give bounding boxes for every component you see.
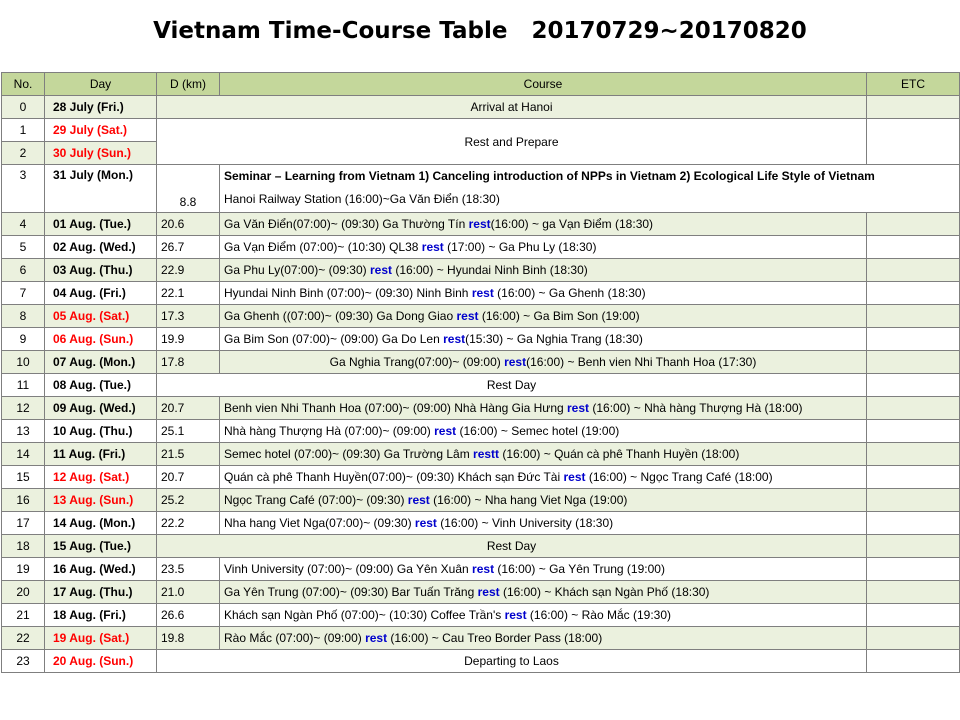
table-row	[2, 119, 960, 142]
row-course: Semec hotel (07:00)~ (09:30) Ga Trường Lâm restt (16:00) ~ Quán cà phê Thanh Huyền (18:00)	[220, 443, 867, 466]
row-distance: 21.0	[157, 581, 220, 604]
table-row	[2, 443, 960, 466]
row-day: 18 Aug. (Fri.)	[45, 604, 157, 627]
row-no: 5	[2, 236, 45, 259]
row-no: 9	[2, 328, 45, 351]
row-etc	[867, 328, 960, 351]
row-no: 3	[2, 165, 45, 213]
table-row	[2, 489, 960, 512]
row-day: 11 Aug. (Fri.)	[45, 443, 157, 466]
rest-label: rest	[472, 562, 495, 576]
row-etc	[867, 351, 960, 374]
rest-label: rest	[414, 516, 437, 530]
row-day: 02 Aug. (Wed.)	[45, 236, 157, 259]
row-day: 29 July (Sat.)	[45, 119, 157, 142]
table-row	[2, 558, 960, 581]
row-day: 03 Aug. (Thu.)	[45, 259, 157, 282]
table-row	[2, 165, 960, 213]
header-course: Course	[220, 73, 867, 96]
table-row	[2, 581, 960, 604]
row-etc	[867, 466, 960, 489]
row-course: Ga Văn Điển(07:00)~ (09:30) Ga Thường Tín rest(16:00) ~ ga Vạn Điểm (18:30)	[220, 213, 867, 236]
row-day: 19 Aug. (Sat.)	[45, 627, 157, 650]
row-distance: 23.5	[157, 558, 220, 581]
row-course: Benh vien Nhi Thanh Hoa (07:00)~ (09:00) Nhà Hàng Gia Hưng rest (16:00) ~ Nhà hàng Thượng Hà (18:00)	[220, 397, 867, 420]
table-row	[2, 282, 960, 305]
row-etc	[867, 581, 960, 604]
row-distance: 19.9	[157, 328, 220, 351]
row-course: Rest Day	[157, 535, 867, 558]
row-course: Nhà hàng Thượng Hà (07:00)~ (09:00) rest (16:00) ~ Semec hotel (19:00)	[220, 420, 867, 443]
row-day: 17 Aug. (Thu.)	[45, 581, 157, 604]
row-etc	[867, 420, 960, 443]
row-no: 10	[2, 351, 45, 374]
row-distance: 21.5	[157, 443, 220, 466]
table-row	[2, 328, 960, 351]
row-distance: 19.8	[157, 627, 220, 650]
row-distance: 8.8	[157, 165, 220, 213]
table-row	[2, 305, 960, 328]
row-course: Rest Day	[157, 374, 867, 397]
table-row	[2, 236, 960, 259]
header-etc: ETC	[867, 73, 960, 96]
row-etc	[867, 119, 960, 165]
rest-label: rest	[567, 401, 590, 415]
row-no: 4	[2, 213, 45, 236]
rest-label: rest	[477, 585, 500, 599]
rest-label: rest	[504, 355, 527, 369]
rest-label: rest	[407, 493, 430, 507]
row-no: 7	[2, 282, 45, 305]
row-course: Ga Yên Trung (07:00)~ (09:30) Bar Tuấn Trăng rest (16:00) ~ Khách sạn Ngàn Phố (18:30)	[220, 581, 867, 604]
row-day: 01 Aug. (Tue.)	[45, 213, 157, 236]
row-no: 17	[2, 512, 45, 535]
row-course: Ga Bim Son (07:00)~ (09:00) Ga Do Len rest(15:30) ~ Ga Nghia Trang (18:30)	[220, 328, 867, 351]
row-no: 1	[2, 119, 45, 142]
row-etc	[867, 558, 960, 581]
row-etc	[867, 96, 960, 119]
row-no: 2	[2, 142, 45, 165]
row-day: 14 Aug. (Mon.)	[45, 512, 157, 535]
row-day: 10 Aug. (Thu.)	[45, 420, 157, 443]
table-row	[2, 512, 960, 535]
row-distance: 20.7	[157, 466, 220, 489]
row-etc	[867, 236, 960, 259]
row-etc	[867, 443, 960, 466]
row-course: Ga Ghenh ((07:00)~ (09:30) Ga Dong Giao rest (16:00) ~ Ga Bim Son (19:00)	[220, 305, 867, 328]
row-distance: 20.7	[157, 397, 220, 420]
header-no: No.	[2, 73, 45, 96]
row-day: 12 Aug. (Sat.)	[45, 466, 157, 489]
row-etc	[867, 489, 960, 512]
rest-label: rest	[369, 263, 392, 277]
row-no: 16	[2, 489, 45, 512]
row-no: 21	[2, 604, 45, 627]
row-etc	[867, 213, 960, 236]
row-etc	[867, 374, 960, 397]
row-distance: 25.1	[157, 420, 220, 443]
row-etc	[867, 397, 960, 420]
header-row	[2, 73, 960, 96]
seminar-route: Hanoi Railway Station (16:00)~Ga Văn Điển (18:30)	[224, 192, 500, 206]
table-row	[2, 351, 960, 374]
row-etc	[867, 627, 960, 650]
table-row	[2, 604, 960, 627]
row-day: 05 Aug. (Sat.)	[45, 305, 157, 328]
rest-label: rest	[504, 608, 527, 622]
row-day: 04 Aug. (Fri.)	[45, 282, 157, 305]
row-no: 23	[2, 650, 45, 673]
table-row	[2, 397, 960, 420]
table-row	[2, 627, 960, 650]
row-day: 28 July (Fri.)	[45, 96, 157, 119]
rest-label: rest	[421, 240, 444, 254]
row-distance: 25.2	[157, 489, 220, 512]
row-etc	[867, 512, 960, 535]
row-etc	[867, 604, 960, 627]
row-no: 8	[2, 305, 45, 328]
row-etc	[867, 259, 960, 282]
row-day: 20 Aug. (Sun.)	[45, 650, 157, 673]
row-day: 13 Aug. (Sun.)	[45, 489, 157, 512]
row-course	[220, 165, 960, 213]
row-distance: 20.6	[157, 213, 220, 236]
row-etc	[867, 305, 960, 328]
rest-label: rest	[468, 217, 491, 231]
row-distance: 26.6	[157, 604, 220, 627]
table-row	[2, 259, 960, 282]
row-day: 31 July (Mon.)	[45, 165, 157, 213]
row-distance: 22.1	[157, 282, 220, 305]
row-day: 16 Aug. (Wed.)	[45, 558, 157, 581]
row-day: 08 Aug. (Tue.)	[45, 374, 157, 397]
row-day: 30 July (Sun.)	[45, 142, 157, 165]
table-row	[2, 420, 960, 443]
rest-label: rest	[434, 424, 457, 438]
rest-label: rest	[365, 631, 388, 645]
row-course: Nha hang Viet Nga(07:00)~ (09:30) rest (16:00) ~ Vinh University (18:30)	[220, 512, 867, 535]
row-no: 14	[2, 443, 45, 466]
row-distance: 17.3	[157, 305, 220, 328]
rest-label: rest	[471, 286, 494, 300]
row-course: Ga Phu Ly(07:00)~ (09:30) rest (16:00) ~ Hyundai Ninh Binh (18:30)	[220, 259, 867, 282]
row-no: 11	[2, 374, 45, 397]
row-course: Rest and Prepare	[157, 119, 867, 165]
row-no: 13	[2, 420, 45, 443]
row-course: Khách sạn Ngàn Phố (07:00)~ (10:30) Coffee Trần's rest (16:00) ~ Rào Mắc (19:30)	[220, 604, 867, 627]
row-no: 19	[2, 558, 45, 581]
row-day: 09 Aug. (Wed.)	[45, 397, 157, 420]
row-distance: 22.2	[157, 512, 220, 535]
page-title: Vietnam Time-Course Table 20170729~20170820	[153, 18, 807, 44]
row-no: 6	[2, 259, 45, 282]
row-day: 07 Aug. (Mon.)	[45, 351, 157, 374]
rest-label: restt	[473, 447, 500, 461]
time-course-table	[1, 72, 960, 673]
row-course: Rào Mắc (07:00)~ (09:00) rest (16:00) ~ Cau Treo Border Pass (18:00)	[220, 627, 867, 650]
seminar-title: Seminar – Learning from Vietnam 1) Canceling introduction of NPPs in Vietnam 2) Ecological Life Style of Vietnam	[224, 169, 875, 183]
row-no: 0	[2, 96, 45, 119]
row-course: Hyundai Ninh Binh (07:00)~ (09:30) Ninh Binh rest (16:00) ~ Ga Ghenh (18:30)	[220, 282, 867, 305]
rest-label: rest	[456, 309, 479, 323]
row-course: Ga Nghia Trang(07:00)~ (09:00) rest(16:00) ~ Benh vien Nhi Thanh Hoa (17:30)	[220, 351, 867, 374]
row-day: 15 Aug. (Tue.)	[45, 535, 157, 558]
row-no: 22	[2, 627, 45, 650]
row-course: Departing to Laos	[157, 650, 867, 673]
row-day: 06 Aug. (Sun.)	[45, 328, 157, 351]
row-course: Arrival at Hanoi	[157, 96, 867, 119]
table-row	[2, 466, 960, 489]
table-row	[2, 650, 960, 673]
row-course: Ga Vạn Điểm (07:00)~ (10:30) QL38 rest (17:00) ~ Ga Phu Ly (18:30)	[220, 236, 867, 259]
row-no: 20	[2, 581, 45, 604]
row-distance: 26.7	[157, 236, 220, 259]
row-no: 12	[2, 397, 45, 420]
table-row	[2, 374, 960, 397]
row-course: Ngọc Trang Café (07:00)~ (09:30) rest (16:00) ~ Nha hang Viet Nga (19:00)	[220, 489, 867, 512]
header-distance: D (km)	[157, 73, 220, 96]
row-distance: 22.9	[157, 259, 220, 282]
rest-label: rest	[563, 470, 586, 484]
row-no: 18	[2, 535, 45, 558]
table-row	[2, 535, 960, 558]
row-course: Vinh University (07:00)~ (09:00) Ga Yên Xuân rest (16:00) ~ Ga Yên Trung (19:00)	[220, 558, 867, 581]
row-course: Quán cà phê Thanh Huyền(07:00)~ (09:30) Khách sạn Đức Tài rest (16:00) ~ Ngọc Trang Café (18:00)	[220, 466, 867, 489]
row-etc	[867, 282, 960, 305]
table-row	[2, 213, 960, 236]
row-etc	[867, 650, 960, 673]
rest-label: rest	[443, 332, 466, 346]
header-day: Day	[45, 73, 157, 96]
row-no: 15	[2, 466, 45, 489]
row-distance: 17.8	[157, 351, 220, 374]
row-etc	[867, 535, 960, 558]
table-row	[2, 96, 960, 119]
